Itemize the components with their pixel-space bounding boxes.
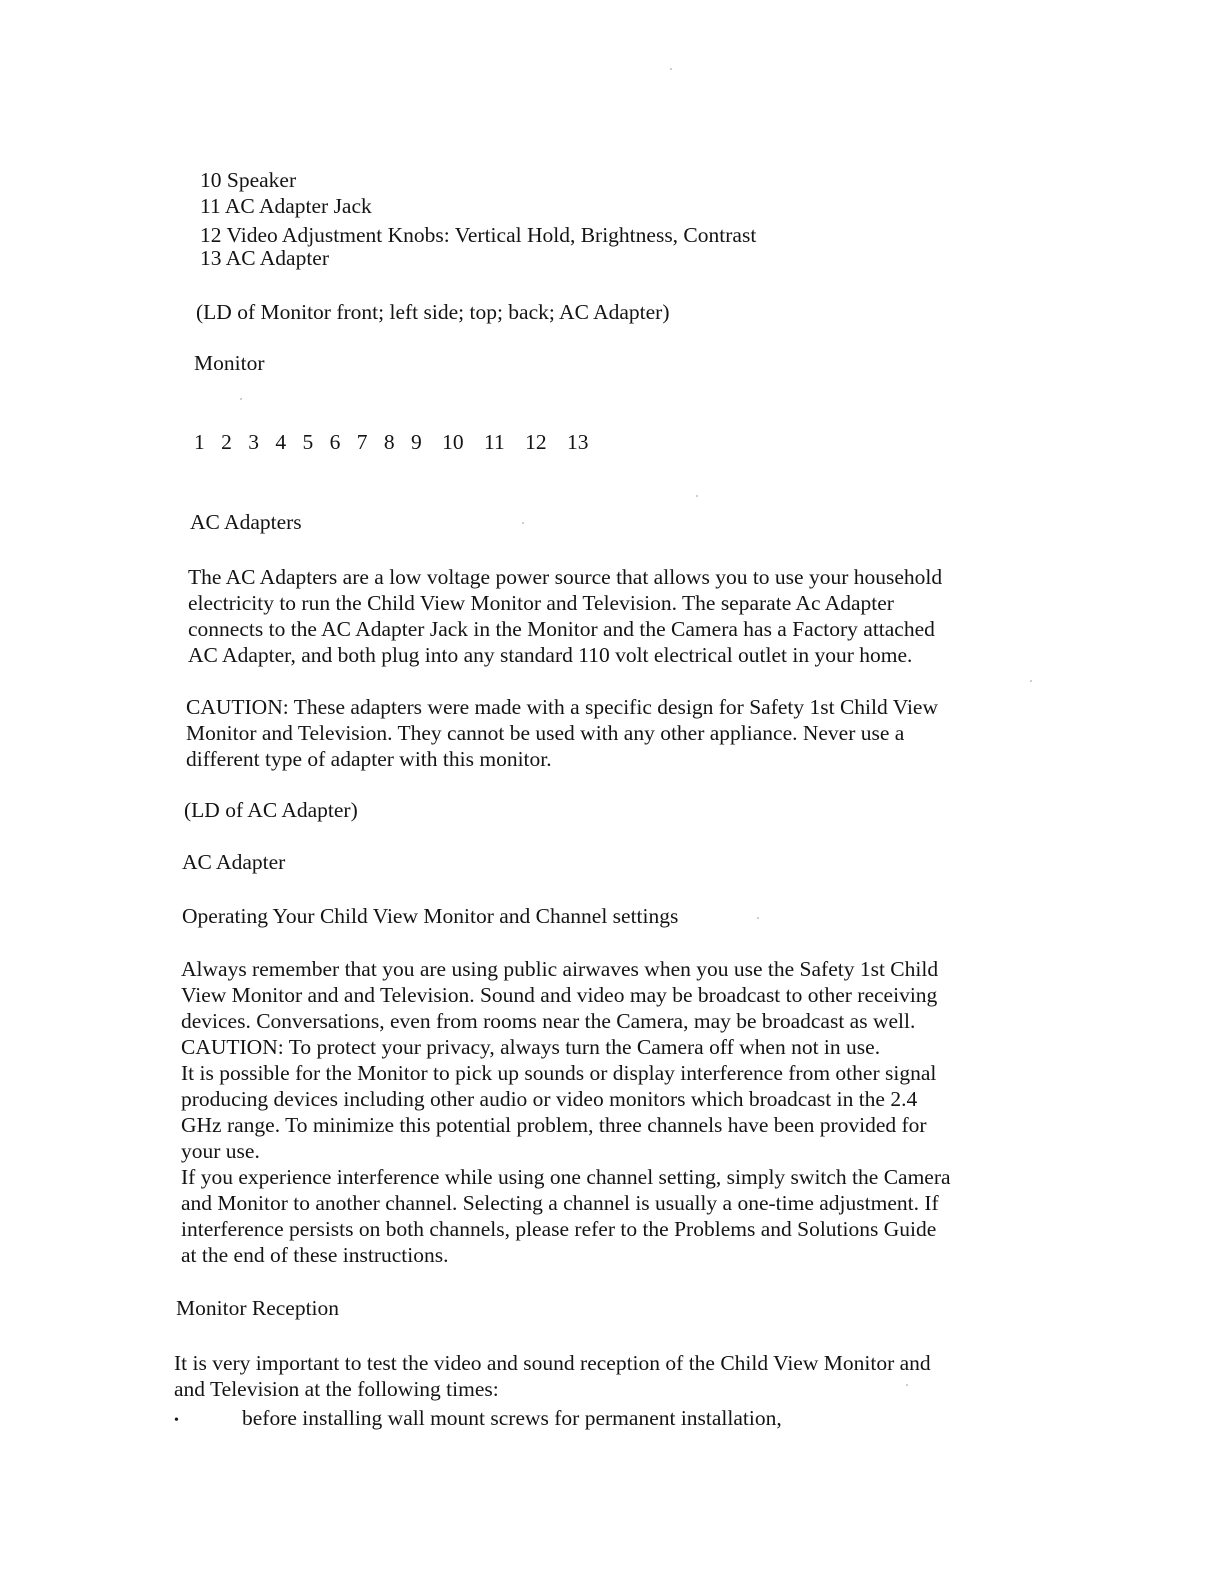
parts-list-item: 11 AC Adapter Jack (200, 194, 372, 218)
bullet-icon: • (174, 1413, 179, 1428)
paragraph-line: interference persists on both channels, please refer to the Problems and Solutions Guide (181, 1217, 937, 1241)
parts-list-item: 10 Speaker (200, 168, 297, 192)
callout-number: 3 (248, 430, 259, 454)
paragraph-line: It is very important to test the video and sound reception of the Child View Monitor and (174, 1351, 931, 1375)
callout-number: 4 (275, 430, 287, 454)
scan-speck (757, 917, 759, 919)
caution-paragraph (186, 694, 938, 772)
reception-heading: Monitor Reception (176, 1296, 340, 1320)
bullet-item: before installing wall mount screws for permanent installation, (242, 1406, 782, 1430)
paragraph-line: at the end of these instructions. (181, 1243, 449, 1267)
callout-number: 6 (329, 430, 341, 454)
monitor-heading: Monitor (194, 351, 265, 375)
paragraph-line: different type of adapter with this monitor. (186, 747, 552, 771)
paragraph-line: CAUTION: These adapters were made with a specific design for Safety 1st Child View (186, 695, 939, 719)
adapter-figure-note: (LD of AC Adapter) (184, 798, 358, 822)
operating-paragraph (181, 956, 951, 1268)
paragraph-line: connects to the AC Adapter Jack in the Monitor and the Camera has a Factory attached (188, 617, 935, 641)
parts-list-item: 13 AC Adapter (200, 246, 329, 270)
ac-adapters-heading: AC Adapters (190, 510, 302, 534)
paragraph-line: devices. Conversations, even from rooms near the Camera, may be broadcast as well. (181, 1009, 916, 1033)
paragraph-line: GHz range. To minimize this potential problem, three channels have been provided for (181, 1113, 927, 1137)
callout-number: 9 (411, 430, 422, 454)
paragraph-line: electricity to run the Child View Monitor and Television. The separate Ac Adapter (188, 591, 894, 615)
callout-number: 10 (442, 430, 464, 454)
parts-list-item: 12 Video Adjustment Knobs: Vertical Hold, Brightness, Contrast (200, 223, 757, 247)
callout-numbers (194, 432, 599, 454)
scan-speck (1030, 680, 1032, 682)
callout-number: 7 (356, 430, 368, 454)
callout-number: 13 (566, 430, 589, 454)
callout-number: 2 (221, 430, 232, 454)
ac-adapters-paragraph (188, 564, 942, 668)
operating-heading: Operating Your Child View Monitor and Channel settings (182, 904, 679, 928)
monitor-figure-note: (LD of Monitor front; left side; top; back; AC Adapter) (196, 300, 670, 324)
callout-number: 11 (484, 430, 505, 454)
reception-paragraph (174, 1350, 931, 1402)
adapter-label: AC Adapter (182, 850, 286, 874)
paragraph-line: Always remember that you are using public airwaves when you use the Safety 1st Child (181, 957, 939, 981)
callout-number: 12 (525, 430, 547, 454)
paragraph-line: your use. (181, 1139, 260, 1163)
paragraph-line: AC Adapter, and both plug into any standard 110 volt electrical outlet in your home. (188, 643, 913, 667)
paragraph-line: If you experience interference while using one channel setting, simply switch the Camera (181, 1165, 951, 1189)
paragraph-line: It is possible for the Monitor to pick up sounds or display interference from other signal (181, 1061, 937, 1085)
paragraph-line: and Monitor to another channel. Selecting a channel is usually a one-time adjustment. If (181, 1191, 939, 1215)
scan-speck (522, 522, 524, 524)
paragraph-line: View Monitor and and Television. Sound and video may be broadcast to other receiving (181, 983, 938, 1007)
callout-number: 8 (383, 430, 395, 454)
scan-speck (696, 495, 698, 497)
callout-number: 1 (194, 430, 205, 454)
callout-number: 5 (302, 430, 314, 454)
paragraph-line: CAUTION: To protect your privacy, always turn the Camera off when not in use. (181, 1035, 881, 1059)
scan-speck (240, 398, 242, 400)
paragraph-line: and Television at the following times: (174, 1377, 499, 1401)
scan-speck (670, 68, 672, 70)
paragraph-line: producing devices including other audio or video monitors which broadcast in the 2.4 (181, 1087, 918, 1111)
paragraph-line: The AC Adapters are a low voltage power source that allows you to use your household (188, 565, 943, 589)
paragraph-line: Monitor and Television. They cannot be used with any other appliance. Never use a (186, 721, 905, 745)
